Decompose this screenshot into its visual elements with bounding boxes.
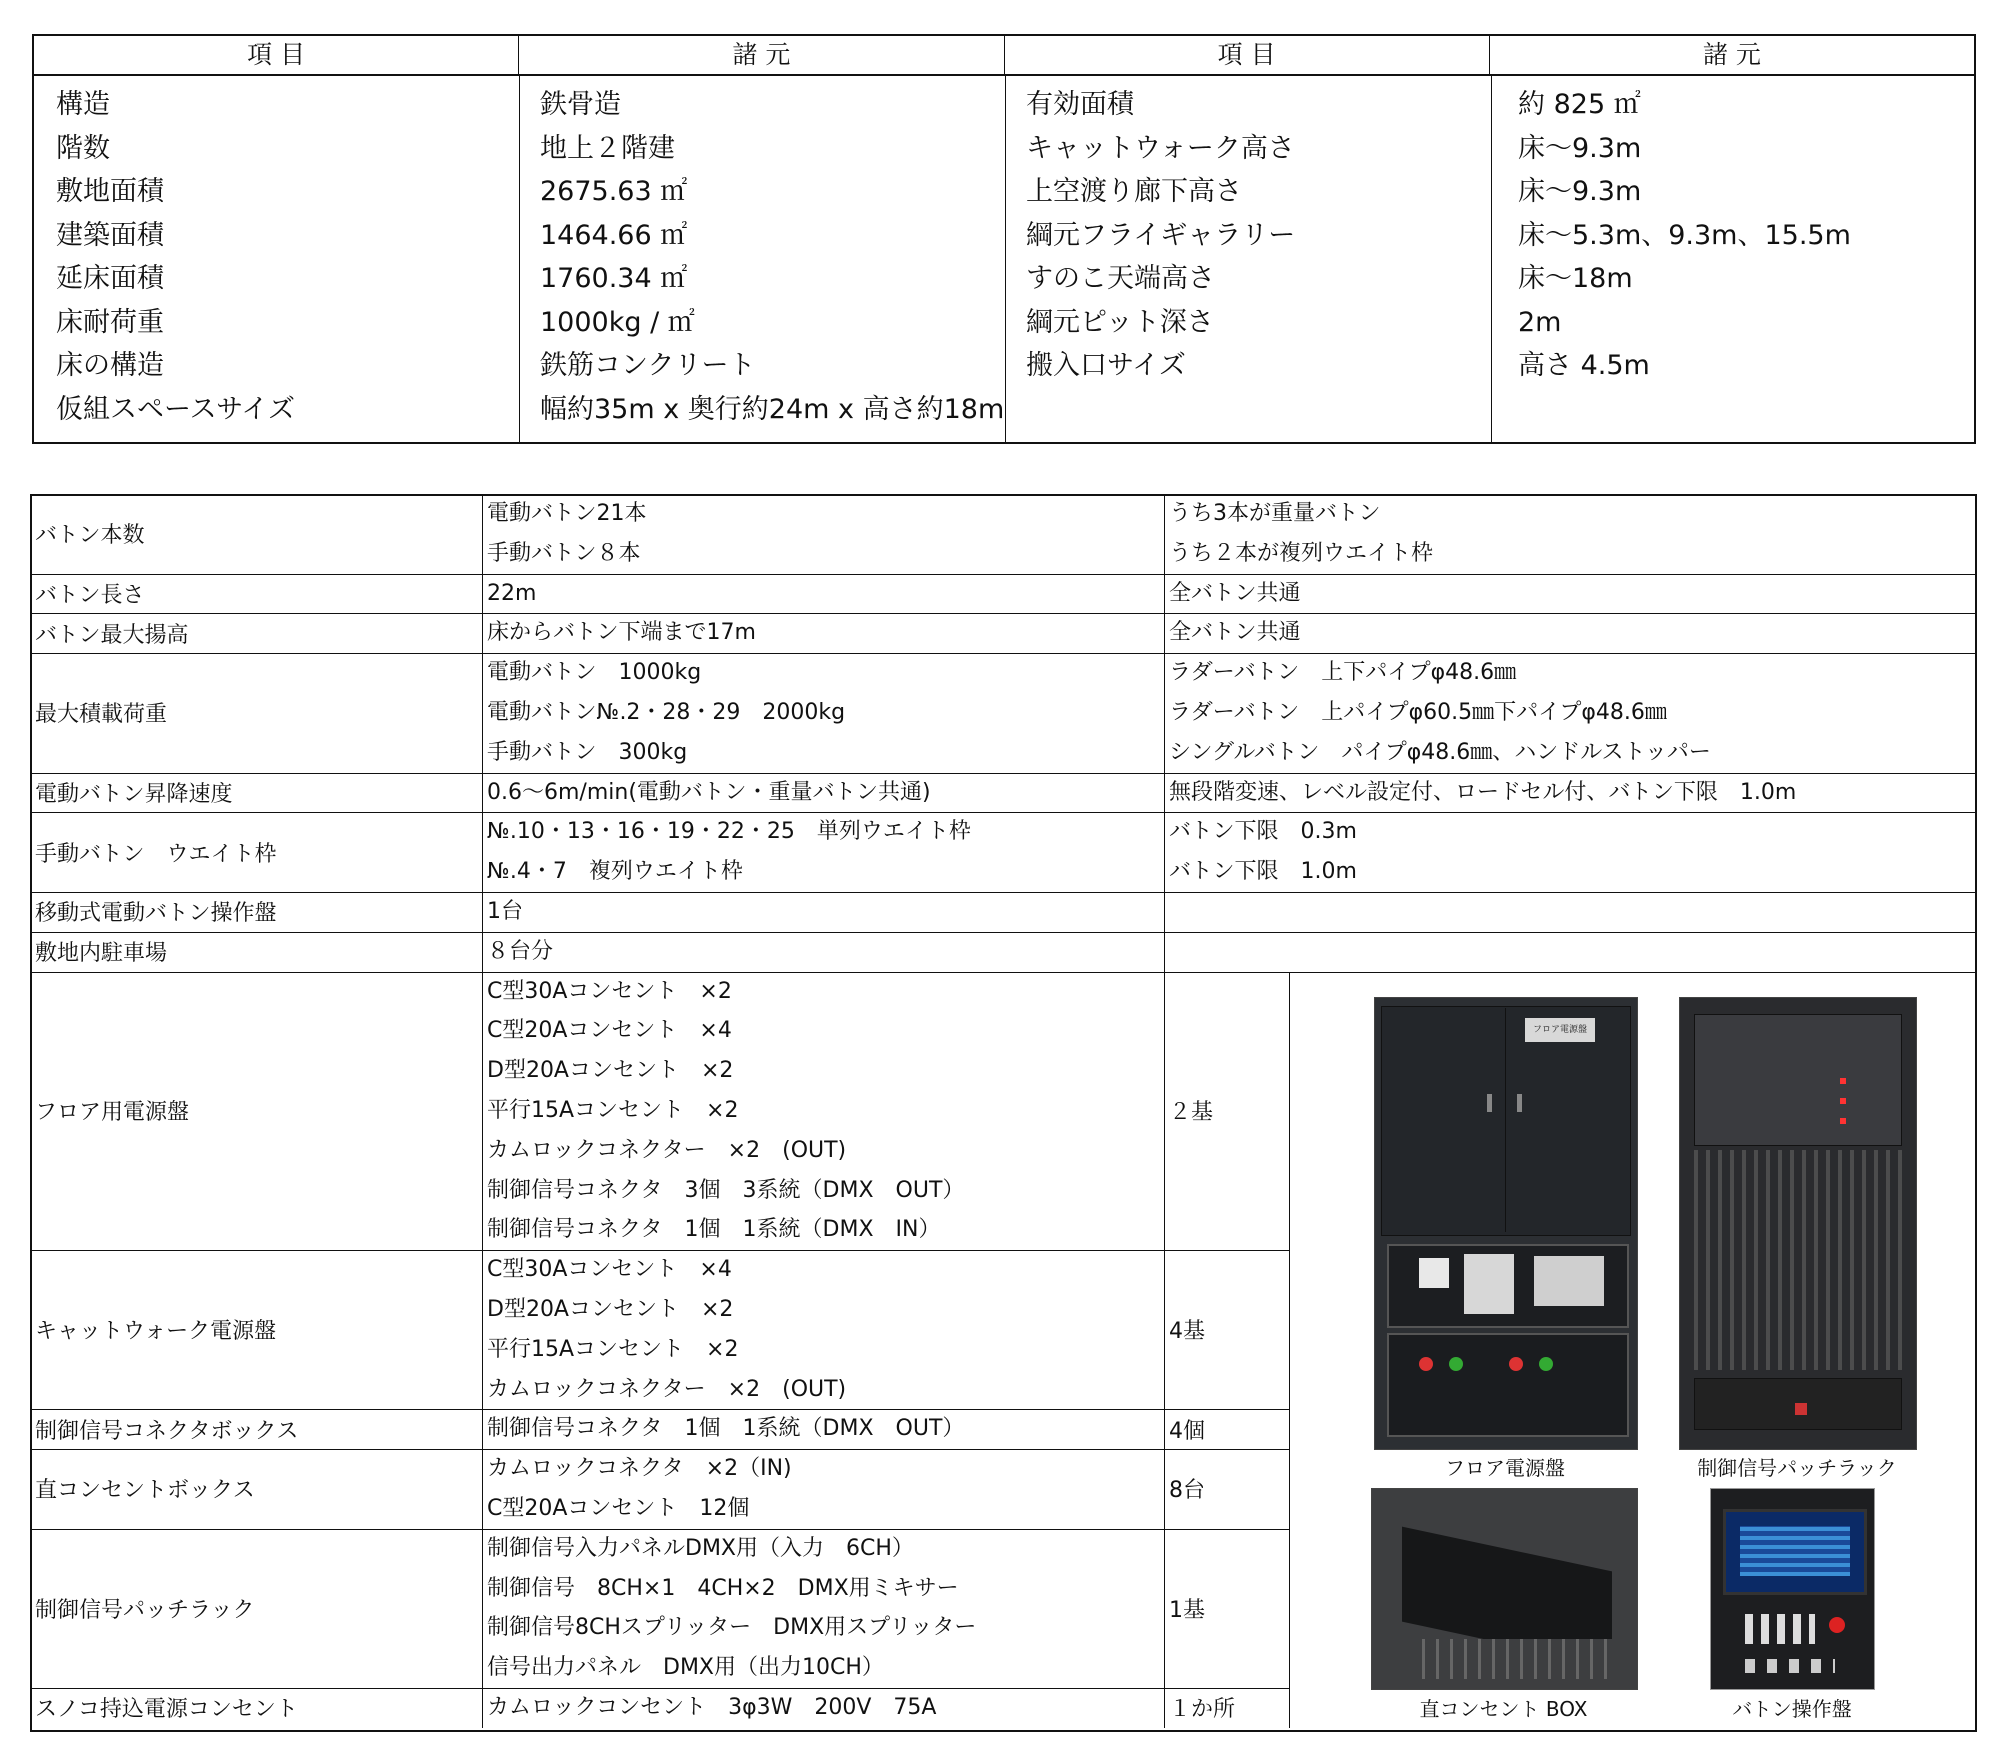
spec-line: 制御信号8CHスプリッター DMX用スプリッター — [487, 1615, 977, 1641]
row-label: 敷地内駐車場 — [35, 941, 168, 967]
spec-line: 制御信号入力パネルDMX用（入力 6CH） — [487, 1535, 914, 1561]
spec-cell: すのこ天端高さ — [1026, 263, 1215, 294]
spec-cell: 高さ 4.5m — [1518, 350, 1650, 381]
photo-caption-patch-rack: 制御信号パッチラック — [1697, 1456, 1897, 1480]
row-count: 8台 — [1169, 1478, 1205, 1504]
row-notes — [1164, 812, 1977, 892]
spec-line: 平行15Aコンセント ×2 — [487, 1336, 739, 1362]
row-count: 4個 — [1169, 1418, 1205, 1444]
spec-cell: 1000kg / ㎡ — [540, 306, 695, 338]
row-spec — [482, 574, 1164, 614]
row-spec — [482, 1409, 1164, 1449]
spec-line: №.10・13・16・19・22・25 単列ウエイト枠 — [487, 819, 971, 845]
spec-line: 制御信号コネクタ 3個 3系統（DMX OUT） — [487, 1177, 965, 1203]
spec-cell: 仮組スペースサイズ — [56, 393, 295, 425]
spec-cell: 延床面積 — [56, 263, 164, 294]
spec-line: 制御信号 8CH×1 4CH×2 DMX用ミキサー — [487, 1575, 959, 1601]
photo-caption-outlet-box: 直コンセント BOX — [1419, 1697, 1588, 1721]
spec-col-items-1 — [34, 74, 520, 442]
spec-cell: 敷地面積 — [56, 176, 164, 207]
spec-line: 手動バトン 300kg — [487, 739, 688, 765]
spec-cell: 床〜18m — [1518, 263, 1633, 294]
spec-line: 電動バトン№.2・28・29 2000kg — [487, 699, 846, 725]
row-label: 移動式電動バトン操作盤 — [35, 901, 277, 927]
row-label: 電動バトン昇降速度 — [35, 781, 233, 807]
note-line: バトン下限 1.0m — [1169, 859, 1357, 885]
spec-line: 1台 — [487, 899, 523, 924]
note-line: バトン下限 0.3m — [1169, 819, 1357, 845]
row-notes — [1164, 653, 1977, 772]
spec-line: 床からバトン下端まで17m — [487, 620, 756, 646]
spec-line: カムロックコネクター ×2 (OUT) — [487, 1376, 847, 1402]
spec-cell: 綱元フライギャラリー — [1026, 219, 1296, 251]
note-line: 全バトン共通 — [1169, 580, 1301, 606]
spec-cell: 上空渡り廊下高さ — [1026, 176, 1242, 207]
spec-cell: 綱元ピット深さ — [1026, 306, 1214, 338]
spec-line: 0.6〜6m/min(電動バトン・重量バトン共通) — [487, 779, 931, 805]
equipment-table — [30, 494, 1977, 1732]
spec-line: C型20Aコンセント 12個 — [487, 1495, 750, 1521]
spec-line: カムロックコネクタ ×2（IN) — [487, 1456, 792, 1482]
row-spec — [482, 773, 1164, 813]
spec-cell: 鉄筋コンクリート — [540, 350, 756, 381]
spec-cell: 1464.66 ㎡ — [540, 219, 688, 251]
row-label: 最大積載荷重 — [35, 702, 168, 728]
spec-line: 信号出力パネル DMX用（出力10CH） — [487, 1655, 884, 1681]
row-spec — [482, 1529, 1164, 1688]
spec-cell: 約 825 ㎡ — [1518, 89, 1641, 120]
row-notes — [1164, 574, 1977, 614]
header-item-2: 項 目 — [1005, 36, 1490, 74]
spec-cell: 2675.63 ㎡ — [540, 176, 688, 207]
spec-line: C型20Aコンセント ×4 — [487, 1018, 732, 1044]
spec-col-values-2 — [1492, 74, 1978, 442]
floor-power-panel-photo — [1374, 997, 1638, 1450]
spec-line: ８台分 — [487, 938, 554, 964]
row-notes — [1164, 932, 1977, 972]
spec-cell: 地上２階建 — [540, 132, 675, 164]
spec-line: カムロックコンセント 3φ3W 200V 75A — [487, 1695, 937, 1720]
spec-cell: 搬入口サイズ — [1026, 350, 1186, 381]
header-item-1: 項 目 — [34, 36, 519, 74]
spec-line: C型30Aコンセント ×2 — [487, 978, 732, 1004]
outlet-box-photo — [1371, 1488, 1638, 1690]
spec-line: C型30Aコンセント ×4 — [487, 1257, 732, 1283]
spec-cell: 1760.34 ㎡ — [540, 263, 688, 294]
spec-line: D型20Aコンセント ×2 — [487, 1058, 734, 1084]
row-count: １か所 — [1169, 1697, 1236, 1723]
header-spec-2: 諸 元 — [1702, 40, 1761, 69]
row-spec — [482, 932, 1164, 972]
spec-line: D型20Aコンセント ×2 — [487, 1296, 734, 1322]
spec-col-items-2 — [1006, 74, 1492, 442]
spec-cell: 床耐荷重 — [56, 306, 164, 338]
row-count: 1基 — [1169, 1597, 1205, 1623]
spec-line: 制御信号コネクタ 1個 1系統（DMX OUT） — [487, 1416, 965, 1442]
row-spec — [482, 1688, 1164, 1728]
spec-cell: 2m — [1518, 306, 1562, 338]
column-divider — [482, 494, 483, 1728]
note-line: 無段階変速、レベル設定付、ロードセル付、バトン下限 1.0m — [1169, 779, 1797, 805]
row-spec — [482, 812, 1164, 892]
spec-line: 電動バトン 1000kg — [487, 660, 702, 686]
row-label: バトン長さ — [35, 582, 145, 608]
spec-cell: 構造 — [56, 89, 110, 120]
row-notes — [1164, 494, 1977, 574]
header-spec-1: 諸 元 — [519, 36, 1004, 74]
spec-col-values-1 — [520, 74, 1006, 442]
row-spec — [482, 1449, 1164, 1529]
row-notes — [1164, 613, 1977, 653]
spec-line: 制御信号コネクタ 1個 1系統（DMX IN） — [487, 1217, 941, 1243]
row-label: 直コンセントボックス — [35, 1478, 255, 1504]
row-notes — [1164, 773, 1977, 813]
baton-control-panel-photo — [1710, 1488, 1875, 1690]
spec-line: №.4・7 複列ウエイト枠 — [487, 859, 743, 885]
row-label: 手動バトン ウエイト枠 — [35, 841, 277, 867]
photo-caption-floor-panel: フロア電源盤 — [1445, 1456, 1565, 1480]
spec-cell: 床〜9.3m — [1518, 176, 1642, 207]
row-label: スノコ持込電源コンセント — [35, 1697, 298, 1723]
note-line: うち3本が重量バトン — [1169, 501, 1381, 526]
spec-table — [32, 34, 1976, 444]
spec-cell: 有効面積 — [1026, 89, 1134, 120]
spec-cell: 床〜9.3m — [1518, 132, 1642, 164]
spec-line: 平行15Aコンセント ×2 — [487, 1097, 739, 1123]
row-spec — [482, 972, 1164, 1251]
spec-cell: 鉄骨造 — [540, 89, 621, 120]
column-divider — [1289, 972, 1290, 1728]
row-spec — [482, 653, 1164, 772]
spec-line: カムロックコネクター ×2 (OUT) — [487, 1137, 847, 1163]
row-spec — [482, 1250, 1164, 1409]
panel-label: フロア電源盤 — [1525, 1018, 1595, 1042]
note-line: うち２本が複列ウエイト枠 — [1169, 540, 1434, 566]
row-count: ２基 — [1169, 1100, 1214, 1126]
note-line: ラダーバトン 上パイプφ60.5㎜下パイプφ48.6㎜ — [1169, 699, 1667, 725]
column-divider — [1164, 494, 1165, 1728]
note-line: 全バトン共通 — [1169, 620, 1301, 646]
row-label: フロア用電源盤 — [35, 1100, 190, 1126]
spec-line: 手動バトン８本 — [487, 540, 641, 566]
photo-caption-baton-panel: バトン操作盤 — [1732, 1697, 1852, 1721]
spec-line: 電動バトン21本 — [487, 501, 647, 526]
row-label: 制御信号コネクタボックス — [35, 1418, 299, 1444]
row-label: キャットウォーク電源盤 — [35, 1319, 277, 1345]
spec-cell: 幅約35m x 奥行約24m x 高さ約18m — [540, 393, 1005, 425]
row-spec — [482, 494, 1164, 574]
row-label: 制御信号パッチラック — [35, 1597, 255, 1623]
row-label: バトン本数 — [35, 523, 145, 549]
row-label: バトン最大揚高 — [35, 622, 189, 648]
patch-rack-photo — [1679, 997, 1917, 1450]
spec-cell: 建築面積 — [56, 219, 164, 251]
spec-cell: 床の構造 — [56, 350, 164, 381]
spec-cell: 床〜5.3m、9.3m、15.5m — [1518, 219, 1851, 251]
row-notes — [1164, 892, 1977, 932]
row-spec — [482, 613, 1164, 653]
spec-table-header — [34, 36, 1974, 76]
spec-cell: キャットウォーク高さ — [1026, 132, 1295, 164]
row-count: 4基 — [1169, 1319, 1205, 1345]
spec-line: 22m — [487, 580, 537, 606]
row-spec — [482, 892, 1164, 932]
note-line: ラダーバトン 上下パイプφ48.6㎜ — [1169, 660, 1517, 686]
spec-cell: 階数 — [56, 132, 110, 164]
note-line: シングルバトン パイプφ48.6㎜、ハンドルストッパー — [1169, 739, 1711, 765]
